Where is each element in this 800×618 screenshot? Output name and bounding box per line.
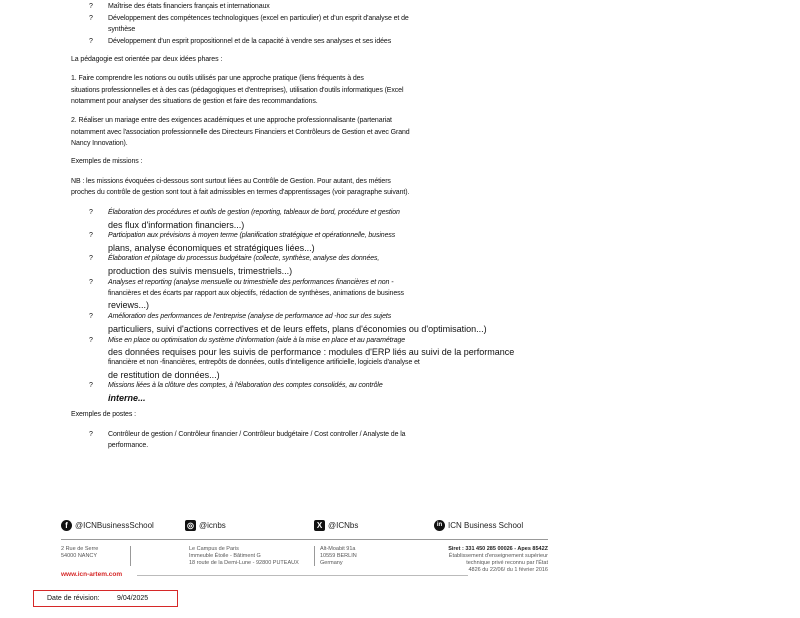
address-paris: Le Campus de Paris Immeuble Étoile - Bâtiment G 18 route de la Demi-Lune - 92800 PUTEAUX bbox=[189, 546, 299, 566]
mission-item-cont: de restitution de données...) bbox=[108, 370, 220, 380]
objective-item: Développement d'un esprit propositionnel et de la capacité à vendre ses analyses et ses idées bbox=[108, 38, 392, 45]
bullet-marker: ? bbox=[89, 232, 93, 239]
social-label: @icnbs bbox=[199, 521, 226, 531]
facebook-icon: f bbox=[61, 520, 72, 531]
bullet-marker: ? bbox=[89, 38, 93, 45]
mission-item-cont: plans, analyse économiques et stratégiques liées...) bbox=[108, 243, 315, 253]
mission-item: Participation aux prévisions à moyen terme (planification stratégique et opérationnelle, business bbox=[108, 232, 396, 239]
social-label: ICN Business School bbox=[448, 521, 524, 531]
pedagogy-point-2-cont: notamment avec l'association professionnelle des Directeurs Financiers et Contrôleurs de Gestion et avec Grand bbox=[71, 129, 410, 136]
mission-item: Élaboration et pilotage du processus budgétaire (collecte, synthèse, analyse des données, bbox=[108, 255, 380, 262]
nb-note-cont: proches du contrôle de gestion sont tout à fait admissibles en termes d'apprentissages (voir paragraphe suivant). bbox=[71, 189, 410, 196]
posts-list-cont: performance. bbox=[108, 442, 149, 449]
mission-item: Missions liées à la clôture des comptes, à l'élaboration des comptes consolidés, au contrôle bbox=[108, 382, 383, 389]
objective-item: Maîtrise des états financiers français et internationaux bbox=[108, 3, 270, 10]
mission-item-cont: des données requises pour les suivis de performance : modules d'ERP liés au suivi de la performance bbox=[108, 347, 515, 357]
mission-item-cont: particuliers, suivi d'actions correctives et de leurs effets, plans d'économies ou d'optimisation...) bbox=[108, 324, 487, 334]
bullet-marker: ? bbox=[89, 431, 93, 438]
social-linkedin[interactable] bbox=[434, 517, 523, 535]
pedagogy-point-2-cont: Nancy Innovation). bbox=[71, 140, 128, 147]
footer-divider bbox=[61, 539, 548, 540]
objective-item: Développement des compétences technologiques (excel en particulier) et d'un esprit d'analyse et de bbox=[108, 15, 409, 22]
posts-list: Contrôleur de gestion / Contrôleur financier / Contrôleur budgétaire / Cost controller / Analyste de la bbox=[108, 431, 406, 438]
mission-item-cont: financières et des écarts par rapport aux objectifs, rédaction de synthèses, animations de business bbox=[108, 290, 404, 297]
bullet-marker: ? bbox=[89, 3, 93, 10]
bullet-marker: ? bbox=[89, 313, 93, 320]
mission-item-cont: des flux d'information financiers...) bbox=[108, 220, 245, 230]
address-nancy: 2 Rue de Serre 54000 NANCY bbox=[61, 546, 99, 559]
pedagogy-point-2: 2. Réaliser un mariage entre des exigences académiques et une approche professionnalisante (partenariat bbox=[71, 117, 392, 124]
pedagogy-point-1-cont: notamment pour analyser des situations de gestion et faire des recommandations. bbox=[71, 98, 318, 105]
address-separator bbox=[130, 546, 131, 566]
revision-label: Date de révision: bbox=[47, 595, 100, 602]
social-x[interactable] bbox=[314, 517, 358, 535]
mission-item: Élaboration des procédures et outils de gestion (reporting, tableaux de bord, procédure et gestion bbox=[108, 209, 400, 216]
missions-title: Exemples de missions : bbox=[71, 158, 143, 165]
revision-box bbox=[33, 590, 178, 607]
instagram-icon: ◎ bbox=[185, 520, 196, 531]
social-label: @ICNBusinessSchool bbox=[75, 521, 154, 531]
pedagogy-point-1-cont: situations professionnelles et à des cas (pédagogiques et d'entreprises), utilisation d'outils informatiques (Excel bbox=[71, 87, 404, 94]
mission-item-cont: interne... bbox=[108, 393, 146, 403]
website-link[interactable]: www.icn-artem.com bbox=[61, 571, 123, 578]
social-label: @ICNbs bbox=[328, 521, 359, 531]
bullet-marker: ? bbox=[89, 15, 93, 22]
objective-item-continued: synthèse bbox=[108, 26, 136, 33]
mission-item: Analyses et reporting (analyse mensuelle ou trimestrielle des performances financières et non - bbox=[108, 279, 394, 286]
bullet-marker: ? bbox=[89, 382, 93, 389]
linkedin-icon: in bbox=[434, 520, 445, 531]
social-facebook[interactable] bbox=[61, 517, 154, 535]
x-icon: X bbox=[314, 520, 325, 531]
mission-item: Mise en place ou optimisation du système d'information (aide à la mise en place et au paramétrage bbox=[108, 337, 406, 344]
pedagogy-intro: La pédagogie est orientée par deux idées phares : bbox=[71, 56, 223, 63]
legal-info: Siret : 331 450 285 00026 - Apes 8542Z Établissement d'enseignement supérieur technique privé reconnu par l'État 4826 du 22/06/ du 1 février 2016 bbox=[448, 546, 548, 573]
bullet-marker: ? bbox=[89, 337, 93, 344]
bullet-marker: ? bbox=[89, 255, 93, 262]
revision-date: 9/04/2025 bbox=[117, 595, 149, 602]
mission-item-cont: production des suivis mensuels, trimestriels...) bbox=[108, 266, 293, 276]
nb-note: NB : les missions évoquées ci-dessous sont surtout liées au Contrôle de Gestion. Pour autant, des métiers bbox=[71, 178, 391, 185]
mission-item-cont: reviews...) bbox=[108, 300, 150, 310]
mission-item: Amélioration des performances de l'entreprise (analyse de performance ad -hoc sur des sujets bbox=[108, 313, 392, 320]
address-berlin: Alt-Moabit 91a 10559 BERLIN Germany bbox=[320, 546, 357, 566]
bullet-marker: ? bbox=[89, 209, 93, 216]
mission-item-cont: financière et non -financières, entrepôts de données, outils d'intelligence artificielle, logiciels d'analyse et bbox=[108, 359, 420, 366]
posts-title: Exemples de postes : bbox=[71, 411, 136, 418]
bullet-marker: ? bbox=[89, 279, 93, 286]
address-separator bbox=[314, 546, 315, 566]
social-instagram[interactable] bbox=[185, 517, 226, 535]
pedagogy-point-1: 1. Faire comprendre les notions ou outils utilisés par une approche pratique (liens fréquents à des bbox=[71, 75, 364, 82]
website-underline bbox=[137, 575, 468, 576]
